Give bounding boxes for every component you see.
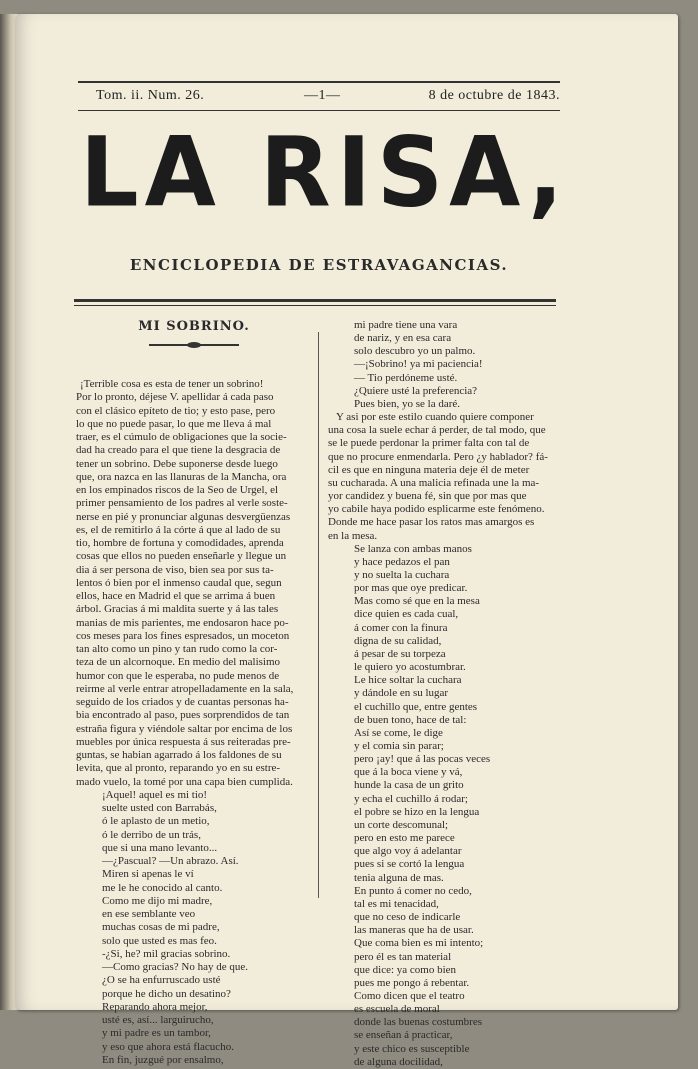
verse-line: —¿Pascual? —Un abrazo. Así. bbox=[102, 855, 239, 867]
verse-line: y echa el cuchillo á rodar; bbox=[354, 792, 468, 805]
verse-line: pero ¡ay! que á las pocas veces bbox=[354, 753, 491, 766]
left-prose bbox=[76, 378, 312, 789]
text-line: levita, que al pronto, reparando yo en su estre- bbox=[76, 762, 281, 775]
text-line: Por lo pronto, déjese V. apellidar á cada paso bbox=[76, 391, 274, 404]
masthead-title: LA RISA, bbox=[80, 116, 570, 229]
verse-line: usté es, así... larguirucho, bbox=[102, 1014, 214, 1026]
verse-line: Se lanza con ambas manos bbox=[354, 542, 472, 555]
verse-line: de alguna docilidad, bbox=[354, 1055, 443, 1068]
left-verse bbox=[76, 789, 312, 1067]
text-line: su cucharada. A una malicia refinada une la ma- bbox=[328, 476, 540, 489]
verse-line: el pobre se hizo en la lengua bbox=[354, 805, 480, 818]
text-line: primer pensamiento de los padres al verle soste- bbox=[76, 497, 288, 510]
verse-line: á comer con la finura bbox=[354, 621, 448, 634]
verse-line: pues si se cortó la lengua bbox=[354, 858, 465, 871]
text-line: yo cabile haya podido esplicarme este fenómeno. bbox=[328, 503, 545, 516]
verse-line: digna de su calidad, bbox=[354, 634, 442, 647]
verse-line: Como dicen que el teatro bbox=[354, 989, 465, 1002]
text-line: bia encontrado al paso, pues sorprendidos de tan bbox=[76, 709, 290, 722]
verse-line: ¿Quiere usté la preferencia? bbox=[354, 384, 478, 397]
text-line: mado vuelo, la tomé por una capa bien cumplida. bbox=[76, 775, 293, 788]
article-title: MI SOBRINO. bbox=[138, 319, 250, 334]
verse-line: dice quien es cada cual, bbox=[354, 608, 459, 621]
verse-line: y eso que ahora está flacucho. bbox=[102, 1040, 234, 1053]
page-number: —1— bbox=[304, 88, 341, 103]
issue-date: 8 de octubre de 1843. bbox=[428, 88, 560, 103]
verse-line: suelte usted con Barrabás, bbox=[102, 802, 217, 814]
verse-line: de nariz, y en esa cara bbox=[354, 332, 452, 345]
text-line: traer, es el cúmulo de obligaciones que la socie- bbox=[76, 431, 287, 443]
verse-line: que á la boca viene y vá, bbox=[354, 766, 463, 779]
verse-line: y no suelta la cuchara bbox=[354, 568, 450, 581]
text-line: Y asi por este estilo cuando quiere componer bbox=[336, 411, 534, 424]
text-line: lo que no puede pasar, lo que me lleva á mal bbox=[76, 417, 272, 430]
verse-line: — Tio perdóneme usté. bbox=[354, 371, 458, 384]
text-line: en los empinados riscos de la Seo de Urgel, el bbox=[76, 484, 279, 496]
verse-line: y mi padre es un tambor, bbox=[102, 1027, 211, 1040]
verse-line: Que coma bien es mi intento; bbox=[354, 937, 484, 950]
text-line: lentos ó bien por el inmenso caudal que, segun bbox=[76, 576, 282, 589]
verse-line: muchas cosas de mi padre, bbox=[102, 921, 220, 934]
header-bottom-rule bbox=[78, 110, 560, 111]
text-line: cil es que en ninguna materia deje él de meter bbox=[328, 463, 530, 476]
verse-line: mi padre tiene una vara bbox=[354, 319, 458, 331]
text-line: Donde me hace pasar los ratos mas amargos es bbox=[328, 516, 535, 529]
masthead-rule-thick bbox=[74, 299, 556, 302]
verse-line: ó le aplasto de un metio, bbox=[102, 815, 210, 828]
verse-line: y este chico es susceptible bbox=[354, 1042, 470, 1055]
text-line: reirme al verle entrar atropelladamente en la sala, bbox=[76, 682, 294, 695]
text-line: cos meses para los fines espresados, un moceton bbox=[76, 629, 290, 642]
title-ornament bbox=[149, 342, 239, 348]
right-prose bbox=[328, 411, 560, 543]
issue-header bbox=[96, 88, 560, 106]
verse-line: me le he conocido al canto. bbox=[102, 881, 223, 894]
verse-line: donde las buenas costumbres bbox=[354, 1016, 482, 1029]
right-verse-top bbox=[328, 319, 560, 411]
verse-line: hunde la casa de un grito bbox=[354, 779, 464, 792]
text-line: ellos, hace en Madrid el que se arrima á buen bbox=[76, 590, 276, 602]
verse-line: Así se come, le dige bbox=[354, 726, 443, 739]
text-line: estraña figura y viéndole saltar por encima de los bbox=[76, 722, 293, 735]
verse-line: de buen tono, hace de tal: bbox=[354, 713, 467, 726]
verse-line: que no ceso de indicarle bbox=[354, 911, 461, 924]
verse-line: que si una mano levanto... bbox=[102, 841, 218, 854]
header-top-rule bbox=[78, 81, 560, 83]
text-line: cosas que ellos no pueden enseñarle y llegue un bbox=[76, 550, 287, 563]
verse-line: solo descubro yo un palmo. bbox=[354, 345, 476, 358]
masthead-rule-thin bbox=[74, 305, 556, 306]
verse-line: En punto á comer no cedo, bbox=[354, 884, 472, 897]
verse-line: y dándole en su lugar bbox=[354, 687, 449, 700]
text-line: tener un sobrino. Debe suponerse desde luego bbox=[76, 457, 278, 470]
text-line: humor con que le esperaba, no pude menos de bbox=[76, 669, 280, 682]
verse-line: es escuela de moral bbox=[354, 1003, 440, 1016]
right-verse bbox=[328, 543, 560, 1069]
verse-line: y el comia sin parar; bbox=[354, 740, 444, 752]
text-line: en la mesa. bbox=[328, 529, 378, 542]
verse-line: el cuchillo que, entre gentes bbox=[354, 700, 478, 713]
verse-line: se enseñan á practicar, bbox=[354, 1029, 453, 1042]
verse-line: un corte descomunal; bbox=[354, 818, 449, 831]
verse-line: Miren si apenas le ví bbox=[102, 868, 194, 881]
verse-line: Como me dijo mi madre, bbox=[102, 894, 213, 907]
text-line: con el clásico epíteto de tio; y esto pase, pero bbox=[76, 404, 276, 417]
verse-line: que dice: ya como bien bbox=[354, 963, 457, 976]
text-line: que no procure enmendarla. Pero ¿y hablador? fá- bbox=[328, 450, 548, 463]
verse-line: pero en esto me parece bbox=[354, 832, 455, 845]
verse-line: pues me pongo á rebentar. bbox=[354, 976, 470, 989]
verse-line: tal es mi tenacidad, bbox=[354, 897, 439, 910]
text-line: árbol. Gracias á mi maldita suerte y á las tales bbox=[76, 603, 279, 616]
text-line: muebles por única respuesta á sus reiteradas pre- bbox=[76, 735, 291, 748]
verse-line: y hace pedazos el pan bbox=[354, 555, 450, 568]
verse-line: las maneras que ha de usar. bbox=[354, 924, 474, 937]
text-line: seguido de los criados y de cuantas personas ha- bbox=[76, 696, 289, 708]
text-line: dia á ser persona de viso, bien sea por sus ta- bbox=[76, 563, 274, 576]
text-line: que, ora nazca en las llanuras de la Mancha, ora bbox=[76, 470, 287, 483]
verse-line: le quiero yo acostumbrar. bbox=[354, 661, 466, 674]
verse-line: que algo voy á adelantar bbox=[354, 845, 462, 858]
text-line: es, el de remitirlo á la córte á que al lado de su bbox=[76, 523, 281, 536]
verse-line: porque he dicho un desatino? bbox=[102, 987, 231, 1000]
text-line: tio, hombre de fortuna y comodidades, aprenda bbox=[76, 537, 284, 549]
verse-line: tenia alguna de mas. bbox=[354, 871, 444, 884]
verse-line: por mas que oye predicar. bbox=[354, 582, 468, 595]
verse-line: ¡Aquel! aquel es mi tio! bbox=[102, 788, 208, 801]
column-divider bbox=[318, 332, 319, 898]
verse-line: en ese semblante veo bbox=[102, 908, 196, 920]
verse-line: Mas como sé que en la mesa bbox=[354, 595, 480, 608]
verse-line: —Como gracias? No hay de que. bbox=[102, 961, 249, 973]
verse-line: —¡Sobrino! ya mi paciencia! bbox=[354, 358, 483, 371]
left-column bbox=[76, 318, 312, 1067]
text-line: yor candidez y buena fé, sin que por mas que bbox=[328, 490, 527, 503]
text-line: tan alto como un pino y tan rudo como la cor- bbox=[76, 643, 278, 655]
text-line: ¡Terrible cosa es esta de tener un sobrino! bbox=[80, 378, 264, 390]
text-line: guntas, se habian agarrado á los faldones de su bbox=[76, 749, 282, 761]
verse-line: solo que usted es mas feo. bbox=[102, 934, 217, 947]
verse-line: ó le derribo de un trás, bbox=[102, 828, 201, 841]
verse-line: Pues bien, yo se la daré. bbox=[354, 397, 460, 410]
verse-line: á pesar de su torpeza bbox=[354, 647, 446, 660]
text-line: manias de mis parientes, me endosaron hace po- bbox=[76, 616, 289, 629]
verse-line: ¿O se ha enfurruscado usté bbox=[102, 974, 221, 987]
volume-number: Tom. ii. Num. 26. bbox=[96, 88, 205, 103]
text-line: dad ha creado para el que tiene la desgracia de bbox=[76, 444, 281, 457]
verse-line: pero él es tan material bbox=[354, 950, 452, 963]
text-line: una cosa la suele echar á perder, de tal modo, que bbox=[328, 424, 546, 437]
verse-line: -¿Si, he? mil gracias sobrino. bbox=[102, 947, 231, 960]
text-line: se le puede perdonar la primer falta con tal de bbox=[328, 437, 530, 450]
verse-line: Le hice soltar la cuchara bbox=[354, 674, 462, 687]
masthead-subtitle: ENCICLOPEDIA DE ESTRAVAGANCIAS. bbox=[129, 256, 509, 274]
verse-line: En fin, juzgué por ensalmo, bbox=[102, 1053, 224, 1066]
text-line: teza de un alcornoque. En medio del malisimo bbox=[76, 656, 281, 669]
right-column bbox=[328, 319, 560, 1069]
text-line: nerse en pié y pronunciar algunas desvergüenzas bbox=[76, 510, 291, 523]
verse-line: Reparando ahora mejor, bbox=[102, 1000, 208, 1013]
